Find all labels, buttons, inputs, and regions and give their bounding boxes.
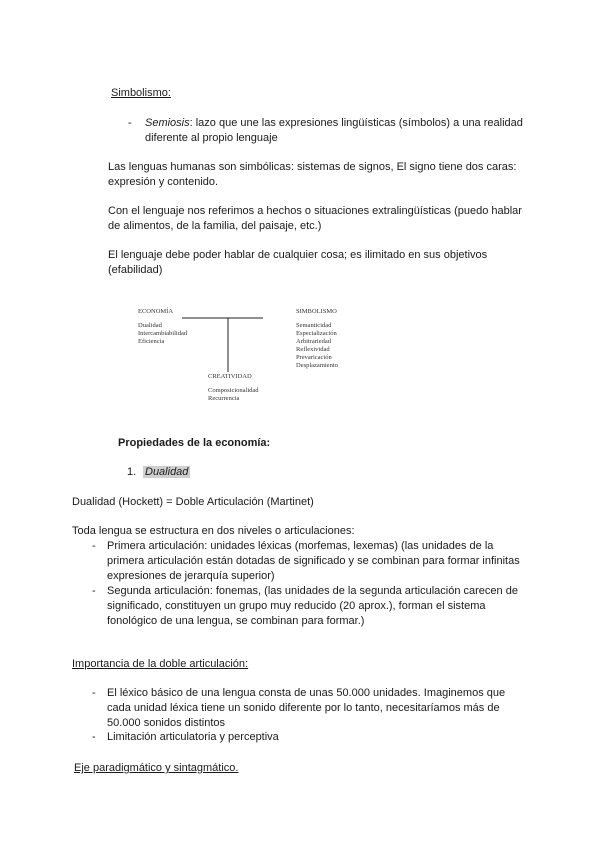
diagram-item: Especialización [296,330,337,337]
diagram-item: Desplazamiento [296,362,338,369]
diagram-item: Semanticidad [296,322,332,329]
section-heading-importancia: Importancia de la doble articulación: [72,658,249,670]
diagram-economia-title: ECONOMÍA [138,308,174,315]
bullet-dash: - [92,540,96,552]
section-heading-economia: Propiedades de la economía: [118,437,271,449]
bullet-primera-articulacion: Primera articulación: unidades léxicas (morfemas, lexemas) (las unidades de la primera articulación están dotadas de significado y se combinan para formar infinitas expresiones de jerarquía superior) [107,540,520,582]
semiosis-text: : lazo que une las expresiones lingüísticas (símbolos) a una realidad diferente al propio lenguaje [145,117,523,144]
diagram-item: Reflexividad [296,346,330,353]
diagram-simbolismo [296,308,338,370]
diagram-item: Eficiencia [138,338,165,345]
bullet-lexico-basico: El léxico básico de una lengua consta de unas 50.000 unidades. Imaginemos que cada unidad léxica tiene un sonido diferente por lo tanto, necesitaríamos más de 50.000 sonidos distintos [107,687,506,729]
section-heading-eje: Eje paradigmático y sintagmático. [74,762,239,774]
paragraph-signos: Las lenguas humanas son simbólicas: sistemas de signos, El signo tiene dos caras: expresión y contenido. [108,161,517,188]
paragraph-efabilidad: El lenguaje debe poder hablar de cualquier cosa; es ilimitado en sus objetivos (efabilidad) [108,249,488,276]
diagram-item: Recurrencia [208,395,240,402]
bullet-dash: - [92,585,96,597]
semiosis-bullet [145,116,535,146]
diagram-creatividad [208,373,259,403]
semiosis-term: Semiosis [145,117,190,129]
diagram-connector-lines [180,314,270,376]
diagram-item: Arbitrariedad [296,338,332,345]
highlighted-term: Dualidad [145,466,189,478]
paragraph-referencia: Con el lenguaje nos referimos a hechos o situaciones extralingüísticas (puedo hablar de alimentos, de la familia, del paisaje, etc.) [108,205,522,232]
articulaciones-intro: Toda lengua se estructura en dos niveles o articulaciones: [72,525,355,537]
diagram-item: Composicionalidad [208,387,259,394]
bullet-dash: - [92,731,96,743]
diagram-item: Dualidad [138,322,162,329]
diagram-creatividad-title: CREATIVIDAD [208,373,252,380]
bullet-dash: - [128,117,132,129]
diagram-item: Intercambiabilidad [138,330,188,337]
section-heading-simbolismo: Simbolismo: [111,87,171,99]
list-item-dualidad [143,465,190,480]
diagram-simbolismo-title: SIMBOLISMO [296,308,337,315]
bullet-limitacion: Limitación articulatoria y perceptiva [107,731,279,743]
list-number: 1. [127,466,137,478]
bullet-segunda-articulacion: Segunda articulación: fonemas, (las unidades de la segunda articulación carecen de significado, constituyen un grupo muy reducido (20 aprox.), forman el sistema fonológico de una lengua, se combinan para formar.) [107,585,518,627]
dualidad-definition: Dualidad (Hockett) = Doble Articulación (Martinet) [72,496,314,508]
diagram-item: Prevaricación [296,354,332,361]
bullet-dash: - [92,687,96,699]
